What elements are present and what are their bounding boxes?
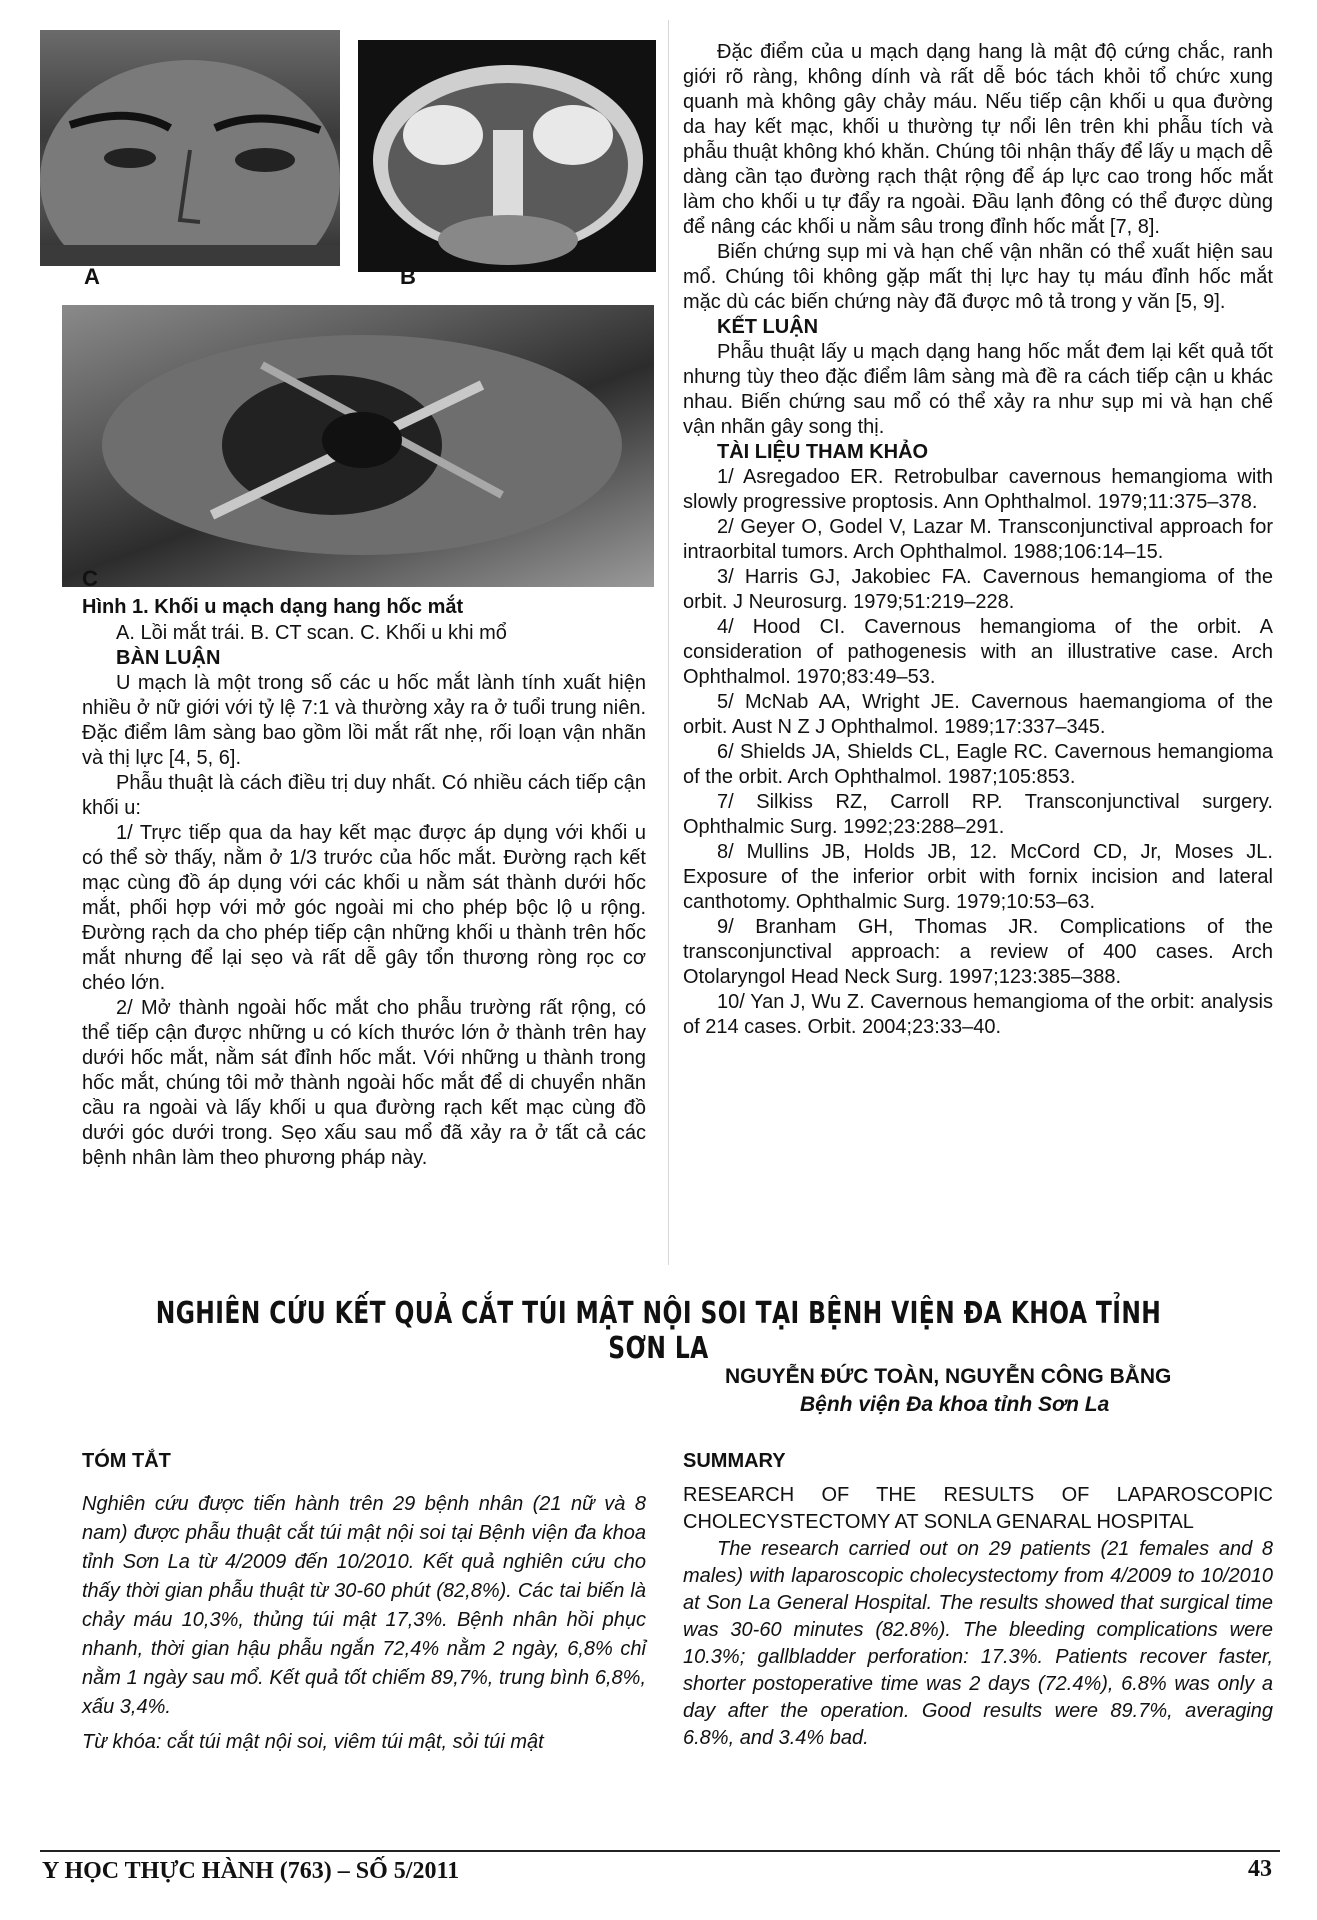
journal-name: Y HỌC THỰC HÀNH (763) – SỐ 5/2011 bbox=[42, 1858, 460, 1884]
figure-caption-text: A. Lồi mắt trái. B. CT scan. C. Khối u khi mổ bbox=[116, 622, 507, 644]
figure-label-b: B bbox=[400, 264, 416, 289]
reference-item: 10/ Yan J, Wu Z. Cavernous hemangioma of the orbit: analysis of 214 cases. Orbit. 2004;23:33–40. bbox=[683, 991, 1273, 1038]
discussion-paragraph: 1/ Trực tiếp qua da hay kết mạc được áp dụng với khối u có thể sờ thấy, nằm ở 1/3 trước của hốc mắt. Đường rạch kết mạc cùng đồ áp dụng với các khối u nằm sát thành dưới hốc mắt, phối hợp với mở góc ngoài mi cho phép bộc lộ u rộng. Đường rạch da cho phép tiếp cận những khối u thành trên hốc mắt nhưng để lại sẹo và rất dễ gây tổn thương ròng rọc cơ chéo lớn. bbox=[82, 822, 646, 994]
reference-item: 5/ McNab AA, Wright JE. Cavernous haemangioma of the orbit. Aust N Z J Ophthalmol. 1989;17:337–345. bbox=[683, 691, 1273, 738]
reference-item: 7/ Silkiss RZ, Carroll RP. Transconjunctival surgery. Ophthalmic Surg. 1992;23:288–291. bbox=[683, 791, 1273, 838]
en-abstract-title: RESEARCH OF THE RESULTS OF LAPAROSCOPIC CHOLECYSTECTOMY AT SONLA GENARAL HOSPITAL bbox=[683, 1484, 1273, 1533]
article-title: NGHIÊN CỨU KẾT QUẢ CẮT TÚI MẬT NỘI SOI TẠI BỆNH VIỆN ĐA KHOA TỈNH SƠN LA bbox=[155, 1296, 1162, 1366]
conclusion-heading: KẾT LUẬN bbox=[717, 316, 819, 338]
article-authors: NGUYỄN ĐỨC TOÀN, NGUYỄN CÔNG BẰNG bbox=[725, 1365, 1172, 1388]
figure-photo-a bbox=[40, 30, 340, 266]
references-heading: TÀI LIỆU THAM KHẢO bbox=[717, 441, 929, 463]
page-number: 43 bbox=[1248, 1856, 1272, 1882]
vi-keywords: Từ khóa: cắt túi mật nội soi, viêm túi mật, sỏi túi mật bbox=[82, 1731, 544, 1753]
reference-item: 3/ Harris GJ, Jakobiec FA. Cavernous hemangioma of the orbit. J Neurosurg. 1979;51:219–228. bbox=[683, 566, 1273, 613]
en-abstract-text: The research carried out on 29 patients (21 females and 8 males) with laparoscopic cholecystectomy from 4/2009 to 10/2010 at Son La General Hospital. The results showed that surgical time was 30-60 minutes (82.8%). The bleeding complications were 10.3%; gallbladder perforation: 17.3%. Patients recover faster, shorter postoperative time was 2 days (72.4%), 6.8% was only a day after the operation. Good results were 89.7%, averaging 6.8%, and 3.4% bad. bbox=[683, 1538, 1273, 1749]
en-abstract-heading: SUMMARY bbox=[683, 1450, 786, 1472]
vi-abstract bbox=[82, 1490, 646, 1757]
figure-caption bbox=[82, 594, 682, 646]
reference-item: 9/ Branham GH, Thomas JR. Complications of the transconjunctival approach: a review of 400 cases. Arch Otolaryngol Head Neck Surg. 1997;123:385–388. bbox=[683, 916, 1273, 988]
en-abstract bbox=[683, 1482, 1273, 1752]
right-column bbox=[683, 40, 1273, 1040]
discussion-heading: BÀN LUẬN bbox=[116, 647, 221, 669]
figure-label-a: A bbox=[84, 264, 100, 289]
reference-item: 4/ Hood CI. Cavernous hemangioma of the orbit. A consideration of pathogenesis with an illustrative case. Arch Ophthalmol. 1970;83:49–53. bbox=[683, 616, 1273, 688]
discussion-paragraph: Đặc điểm của u mạch dạng hang là mật độ cứng chắc, ranh giới rõ ràng, không dính và rất dễ bóc tách khỏi tổ chức xung quanh mà không gây chảy máu. Nếu tiếp cận khối u qua đường da hay kết mạc, khối u thường tự nổi lên trên khi phẫu tích và phẫu thuật không khó khăn. Chúng tôi nhận thấy để lấy u mạch dễ dàng cần tạo đường rạch thật rộng để áp lực cao trong hốc mắt làm cho khối u tự đẩy ra ngoài. Đầu lạnh đông có thể được dùng để nâng các khối u nằm sâu trong đỉnh hốc mắt [7, 8]. bbox=[683, 41, 1273, 238]
figure-label-c: C bbox=[82, 566, 98, 591]
footer-rule bbox=[40, 1850, 1280, 1852]
figure-surgery-photo bbox=[62, 305, 654, 587]
vi-abstract-heading: TÓM TẮT bbox=[82, 1450, 171, 1472]
discussion-paragraph: Biến chứng sụp mi và hạn chế vận nhãn có thể xuất hiện sau mổ. Chúng tôi không gặp mất thị lực hay tụ máu đỉnh hốc mắt mặc dù các biến chứng này đã được mô tả trong y văn [5, 9]. bbox=[683, 241, 1273, 313]
reference-item: 8/ Mullins JB, Holds JB, 12. McCord CD, Jr, Moses JL. Exposure of the inferior orbit with fornix incision and lateral canthotomy. Ophthalmic Surg. 1979;10:53–63. bbox=[683, 841, 1273, 913]
discussion-paragraph: U mạch là một trong số các u hốc mắt lành tính xuất hiện nhiều ở nữ giới với tỷ lệ 7:1 và thường xảy ra ở tuổi trung niên. Đặc điểm lâm sàng bao gồm lồi mắt rất nhẹ, rối loạn vận nhãn và thị lực [4, 5, 6]. bbox=[82, 672, 646, 769]
ct-scan-illustration bbox=[358, 40, 656, 272]
surgery-photo-illustration bbox=[62, 305, 654, 587]
left-column bbox=[82, 646, 646, 1171]
article-affiliation: Bệnh viện Đa khoa tỉnh Sơn La bbox=[800, 1393, 1110, 1416]
face-photo-illustration bbox=[40, 30, 340, 266]
reference-item: 2/ Geyer O, Godel V, Lazar M. Transconjunctival approach for intraorbital tumors. Arch Ophthalmol. 1988;106:14–15. bbox=[683, 516, 1273, 563]
conclusion-paragraph: Phẫu thuật lấy u mạch dạng hang hốc mắt đem lại kết quả tốt nhưng tùy theo đặc điểm lâm sàng mà đề ra cách tiếp cận u khác nhau. Biến chứng sau mổ có thể xảy ra như sụp mi và hạn chế vận nhãn gây song thị. bbox=[683, 341, 1273, 438]
vi-abstract-text: Nghiên cứu được tiến hành trên 29 bệnh nhân (21 nữ và 8 nam) được phẫu thuật cắt túi mật nội soi tại Bệnh viện đa khoa tỉnh Sơn La từ 4/2009 đến 10/2010. Kết quả nghiên cứu cho thấy thời gian phẫu thuật từ 30-60 phút (82,8%). Các tai biến là chảy máu 10,3%, thủng túi mật 17,3%. Bệnh nhân hồi phục nhanh, thời gian hậu phẫu ngắn 72,4% nằm 2 ngày, 6,8% chỉ nằm 1 ngày sau mổ. Kết quả tốt chiếm 89,7%, trung bình 6,8%, xấu 3,4%. bbox=[82, 1493, 646, 1718]
figure-caption-title: Hình 1. Khối u mạch dạng hang hốc mắt bbox=[82, 596, 464, 618]
discussion-paragraph: 2/ Mở thành ngoài hốc mắt cho phẫu trường rất rộng, có thể tiếp cận được những u có kích thước lớn ở thành trên hay dưới hốc mắt, nằm sát đỉnh hốc mắt. Với những u thành trong hốc mắt, chúng tôi mở thành ngoài hốc mắt để di chuyển nhãn cầu ra ngoài và lấy khối u qua đường rạch kết mạc cùng đồ dưới góc dưới trong. Sẹo xấu sau mổ đã xảy ra ở tất cả các bệnh nhân làm theo phương pháp này. bbox=[82, 997, 646, 1169]
figure-ct-scan bbox=[358, 40, 656, 272]
reference-item: 6/ Shields JA, Shields CL, Eagle RC. Cavernous hemangioma of the orbit. Arch Ophthalmol. 1987;105:853. bbox=[683, 741, 1273, 788]
reference-item: 1/ Asregadoo ER. Retrobulbar cavernous hemangioma with slowly progressive proptosis. Ann Ophthalmol. 1979;11:375–378. bbox=[683, 466, 1273, 513]
discussion-paragraph: Phẫu thuật là cách điều trị duy nhất. Có nhiều cách tiếp cận khối u: bbox=[82, 772, 646, 819]
